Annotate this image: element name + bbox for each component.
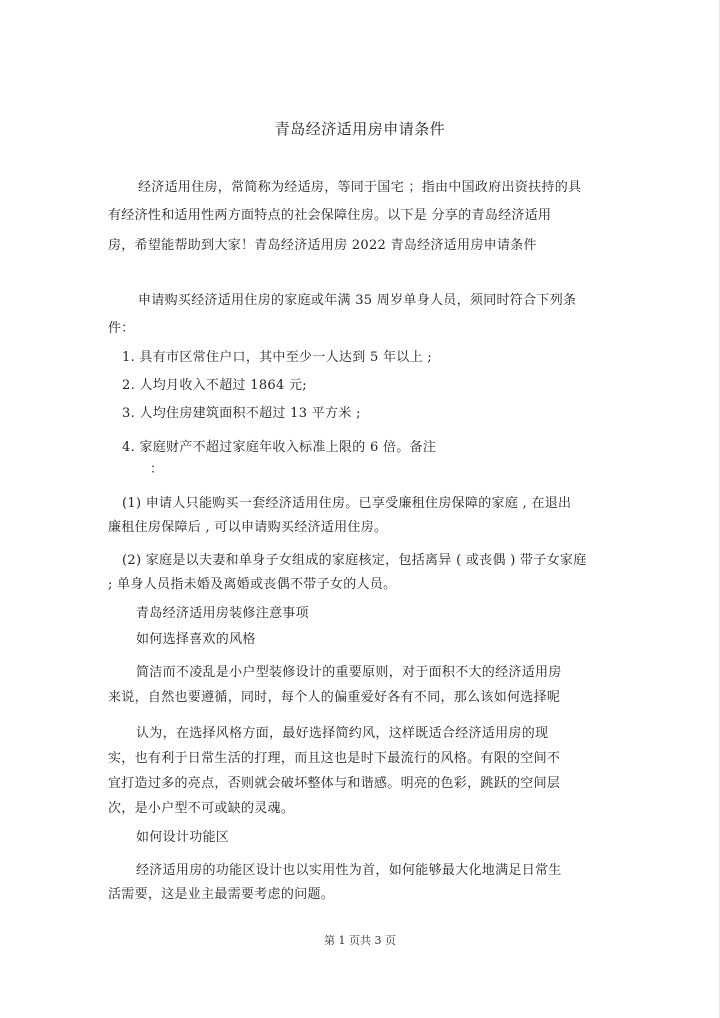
list-item: 1. 具有市区常住户口，其中至少一人达到 5 年以上 ; [122, 350, 432, 365]
paragraph-line: 认为，在选择风格方面，最好选择简约风，这样既适合经济适用房的现 [136, 726, 549, 741]
paragraph-line: ： [150, 462, 164, 477]
section-heading: 青岛经济适用房装修注意事项 [136, 606, 309, 621]
paragraph-line: 经济适用住房，常简称为经适房，等同于国宅 ；指由中国政府出资扶持的具 [138, 180, 582, 195]
paragraph-line: 申请购买经济适用住房的家庭或年满 35 周岁单身人员，须同时符合下列条 [138, 293, 577, 308]
document-title: 青岛经济适用房申请条件 [274, 120, 446, 138]
page-footer: 第 1 页共 3 页 [324, 934, 396, 947]
section-subheading: 如何选择喜欢的风格 [136, 632, 256, 647]
paragraph-line: 来说，自然也要遵循，同时，每个人的偏重爱好各有不同，那么该如何选择呢 [108, 690, 561, 705]
list-item: 3. 人均住房建筑面积不超过 13 平方米 ; [122, 406, 361, 421]
paragraph-line: 次，是小户型不可或缺的灵魂。 [108, 801, 295, 816]
section-subheading: 如何设计功能区 [136, 830, 230, 845]
list-item: 2. 人均月收入不超过 1864 元; [122, 378, 307, 393]
paragraph-line: 实，也有利于日常生活的打理，而且这也是时下最流行的风格。有限的空间不 [108, 751, 561, 766]
paragraph-line: 简洁而不凌乱是小户型装修设计的重要原则，对于面积不大的经济适用房 [136, 665, 562, 680]
list-item: 4. 家庭财产不超过家庭年收入标准上限的 6 倍。备注 [122, 440, 437, 455]
note-line: (1) 申请人只能购买一套经济适用住房。已享受廉租住房保障的家庭 , 在退出 [122, 496, 572, 511]
paragraph-line: 经济适用房的功能区设计也以实用性为首，如何能够最大化地满足日常生 [136, 863, 562, 878]
note-line: (2) 家庭是以夫妻和单身子女组成的家庭核定，包括离异 ( 或丧偶 ) 带子女家庭 [122, 553, 587, 568]
paragraph-line: 有经济性和适用性两方面特点的社会保障住房。以下是 分享的青岛经济适用 [108, 208, 552, 223]
note-line: 廉租住房保障后 , 可以申请购买经济适用住房。 [108, 520, 388, 535]
paragraph-line: 房，希望能帮助到大家！青岛经济适用房 2022 青岛经济适用房申请条件 [108, 238, 537, 253]
note-line: ; 单身人员指未婚及离婚或丧偶不带子女的人员。 [108, 577, 397, 592]
paragraph-line: 宜打造过多的亮点，否则就会破坏整体与和谐感。明亮的色彩，跳跃的空间层 [108, 776, 561, 791]
paragraph-line: 活需要，这是业主最需要考虑的问题。 [108, 887, 335, 902]
paragraph-line: 件： [108, 321, 135, 336]
